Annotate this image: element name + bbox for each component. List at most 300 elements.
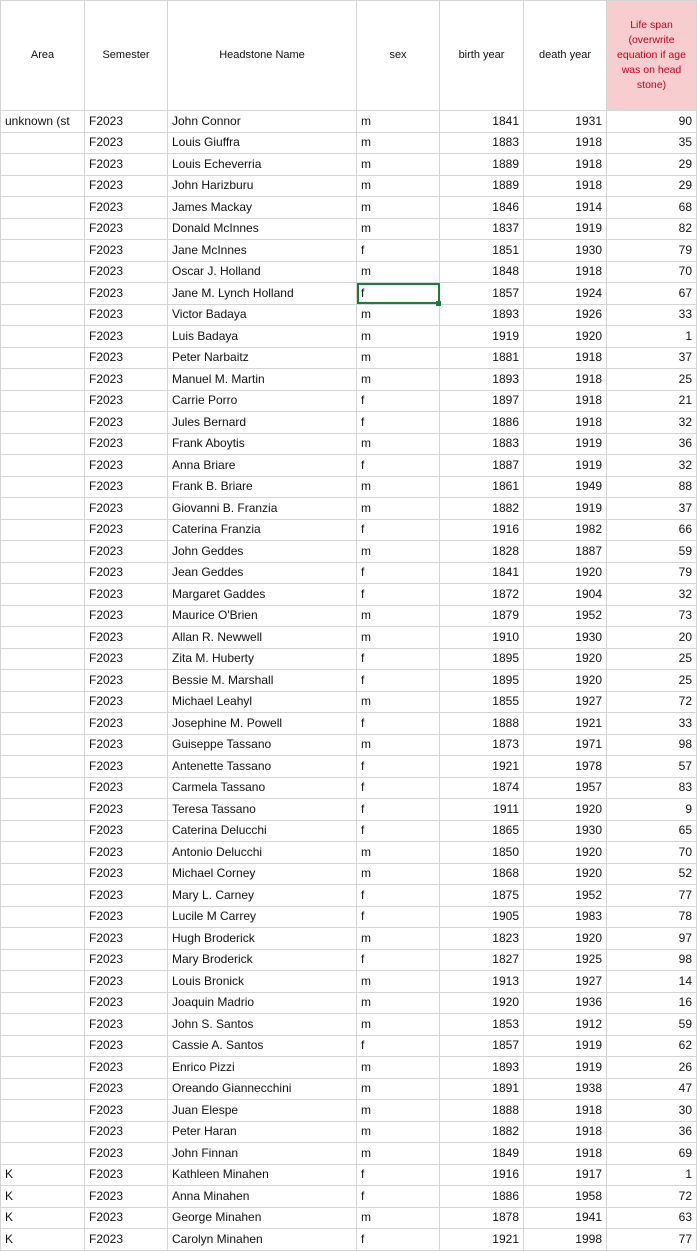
cell-life-span[interactable]: 29: [607, 175, 697, 197]
cell-area[interactable]: [1, 283, 85, 305]
cell-area[interactable]: unknown (st: [1, 111, 85, 133]
cell-area[interactable]: [1, 820, 85, 842]
cell-semester[interactable]: F2023: [85, 111, 168, 133]
cell-life-span[interactable]: 37: [607, 498, 697, 520]
cell-death-year[interactable]: 1936: [524, 992, 607, 1014]
cell-life-span[interactable]: 57: [607, 756, 697, 778]
cell-headstone-name[interactable]: Anna Minahen: [168, 1186, 357, 1208]
cell-headstone-name[interactable]: Anna Briare: [168, 455, 357, 477]
cell-area[interactable]: K: [1, 1207, 85, 1229]
cell-life-span[interactable]: 9: [607, 799, 697, 821]
cell-life-span[interactable]: 16: [607, 992, 697, 1014]
cell-death-year[interactable]: 1927: [524, 691, 607, 713]
cell-death-year[interactable]: 1918: [524, 154, 607, 176]
cell-area[interactable]: K: [1, 1229, 85, 1251]
cell-area[interactable]: [1, 605, 85, 627]
cell-birth-year[interactable]: 1887: [440, 455, 524, 477]
cell-headstone-name[interactable]: Antenette Tassano: [168, 756, 357, 778]
cell-semester[interactable]: F2023: [85, 390, 168, 412]
cell-birth-year[interactable]: 1850: [440, 842, 524, 864]
cell-sex[interactable]: m: [357, 928, 440, 950]
cell-headstone-name[interactable]: Victor Badaya: [168, 304, 357, 326]
cell-semester[interactable]: F2023: [85, 476, 168, 498]
cell-birth-year[interactable]: 1883: [440, 433, 524, 455]
cell-life-span[interactable]: 30: [607, 1100, 697, 1122]
selected-cell[interactable]: f: [357, 283, 440, 305]
cell-semester[interactable]: F2023: [85, 820, 168, 842]
header-area[interactable]: Area: [1, 1, 85, 111]
cell-area[interactable]: K: [1, 1164, 85, 1186]
cell-death-year[interactable]: 1920: [524, 799, 607, 821]
cell-headstone-name[interactable]: Mary Broderick: [168, 949, 357, 971]
cell-death-year[interactable]: 1919: [524, 218, 607, 240]
cell-death-year[interactable]: 1914: [524, 197, 607, 219]
cell-birth-year[interactable]: 1827: [440, 949, 524, 971]
cell-headstone-name[interactable]: Mary L. Carney: [168, 885, 357, 907]
cell-death-year[interactable]: 1978: [524, 756, 607, 778]
cell-area[interactable]: [1, 1143, 85, 1165]
cell-semester[interactable]: F2023: [85, 1229, 168, 1251]
cell-life-span[interactable]: 78: [607, 906, 697, 928]
cell-headstone-name[interactable]: Jane M. Lynch Holland: [168, 283, 357, 305]
cell-birth-year[interactable]: 1881: [440, 347, 524, 369]
cell-birth-year[interactable]: 1893: [440, 304, 524, 326]
cell-headstone-name[interactable]: Peter Haran: [168, 1121, 357, 1143]
cell-area[interactable]: [1, 648, 85, 670]
cell-area[interactable]: [1, 670, 85, 692]
cell-death-year[interactable]: 1920: [524, 648, 607, 670]
cell-semester[interactable]: F2023: [85, 756, 168, 778]
cell-area[interactable]: [1, 627, 85, 649]
cell-sex[interactable]: f: [357, 1186, 440, 1208]
cell-headstone-name[interactable]: Hugh Broderick: [168, 928, 357, 950]
cell-death-year[interactable]: 1918: [524, 1143, 607, 1165]
cell-birth-year[interactable]: 1882: [440, 1121, 524, 1143]
cell-semester[interactable]: F2023: [85, 261, 168, 283]
cell-life-span[interactable]: 33: [607, 713, 697, 735]
cell-sex[interactable]: f: [357, 1164, 440, 1186]
cell-sex[interactable]: f: [357, 648, 440, 670]
cell-death-year[interactable]: 1971: [524, 734, 607, 756]
cell-headstone-name[interactable]: Lucile M Carrey: [168, 906, 357, 928]
cell-birth-year[interactable]: 1865: [440, 820, 524, 842]
cell-birth-year[interactable]: 1849: [440, 1143, 524, 1165]
cell-semester[interactable]: F2023: [85, 1143, 168, 1165]
cell-death-year[interactable]: 1919: [524, 1035, 607, 1057]
cell-death-year[interactable]: 1927: [524, 971, 607, 993]
cell-life-span[interactable]: 36: [607, 1121, 697, 1143]
cell-semester[interactable]: F2023: [85, 1207, 168, 1229]
cell-sex[interactable]: m: [357, 691, 440, 713]
cell-semester[interactable]: F2023: [85, 1035, 168, 1057]
cell-life-span[interactable]: 67: [607, 283, 697, 305]
cell-headstone-name[interactable]: Josephine M. Powell: [168, 713, 357, 735]
cell-area[interactable]: [1, 1057, 85, 1079]
cell-life-span[interactable]: 83: [607, 777, 697, 799]
cell-area[interactable]: [1, 304, 85, 326]
cell-death-year[interactable]: 1920: [524, 562, 607, 584]
cell-death-year[interactable]: 1917: [524, 1164, 607, 1186]
cell-semester[interactable]: F2023: [85, 863, 168, 885]
cell-sex[interactable]: f: [357, 756, 440, 778]
cell-headstone-name[interactable]: Louis Echeverria: [168, 154, 357, 176]
cell-sex[interactable]: f: [357, 562, 440, 584]
cell-area[interactable]: [1, 734, 85, 756]
cell-sex[interactable]: m: [357, 1057, 440, 1079]
cell-semester[interactable]: F2023: [85, 648, 168, 670]
cell-sex[interactable]: m: [357, 1143, 440, 1165]
cell-birth-year[interactable]: 1911: [440, 799, 524, 821]
cell-death-year[interactable]: 1919: [524, 455, 607, 477]
cell-area[interactable]: [1, 433, 85, 455]
cell-area[interactable]: [1, 756, 85, 778]
cell-sex[interactable]: m: [357, 1014, 440, 1036]
cell-area[interactable]: [1, 369, 85, 391]
cell-semester[interactable]: F2023: [85, 992, 168, 1014]
cell-area[interactable]: [1, 885, 85, 907]
cell-sex[interactable]: m: [357, 863, 440, 885]
cell-life-span[interactable]: 47: [607, 1078, 697, 1100]
cell-headstone-name[interactable]: Guiseppe Tassano: [168, 734, 357, 756]
cell-sex[interactable]: m: [357, 1121, 440, 1143]
cell-sex[interactable]: m: [357, 261, 440, 283]
cell-sex[interactable]: f: [357, 949, 440, 971]
cell-semester[interactable]: F2023: [85, 132, 168, 154]
cell-headstone-name[interactable]: Joaquin Madrio: [168, 992, 357, 1014]
cell-birth-year[interactable]: 1919: [440, 326, 524, 348]
cell-birth-year[interactable]: 1857: [440, 1035, 524, 1057]
cell-life-span[interactable]: 1: [607, 326, 697, 348]
cell-birth-year[interactable]: 1921: [440, 1229, 524, 1251]
cell-life-span[interactable]: 26: [607, 1057, 697, 1079]
cell-semester[interactable]: F2023: [85, 734, 168, 756]
cell-semester[interactable]: F2023: [85, 928, 168, 950]
cell-semester[interactable]: F2023: [85, 154, 168, 176]
cell-sex[interactable]: f: [357, 455, 440, 477]
cell-area[interactable]: [1, 347, 85, 369]
cell-area[interactable]: [1, 498, 85, 520]
cell-life-span[interactable]: 32: [607, 584, 697, 606]
cell-semester[interactable]: F2023: [85, 197, 168, 219]
cell-life-span[interactable]: 90: [607, 111, 697, 133]
cell-semester[interactable]: F2023: [85, 670, 168, 692]
cell-semester[interactable]: F2023: [85, 347, 168, 369]
cell-death-year[interactable]: 1919: [524, 498, 607, 520]
cell-birth-year[interactable]: 1921: [440, 756, 524, 778]
cell-area[interactable]: [1, 1014, 85, 1036]
cell-headstone-name[interactable]: Caterina Delucchi: [168, 820, 357, 842]
cell-semester[interactable]: F2023: [85, 175, 168, 197]
cell-life-span[interactable]: 72: [607, 691, 697, 713]
cell-semester[interactable]: F2023: [85, 1078, 168, 1100]
cell-area[interactable]: [1, 175, 85, 197]
cell-sex[interactable]: m: [357, 154, 440, 176]
cell-area[interactable]: [1, 326, 85, 348]
cell-death-year[interactable]: 1958: [524, 1186, 607, 1208]
header-death-year[interactable]: death year: [524, 1, 607, 111]
cell-headstone-name[interactable]: Frank Aboytis: [168, 433, 357, 455]
cell-semester[interactable]: F2023: [85, 777, 168, 799]
cell-death-year[interactable]: 1930: [524, 240, 607, 262]
cell-area[interactable]: [1, 1078, 85, 1100]
cell-headstone-name[interactable]: Bessie M. Marshall: [168, 670, 357, 692]
cell-headstone-name[interactable]: Carolyn Minahen: [168, 1229, 357, 1251]
cell-life-span[interactable]: 36: [607, 433, 697, 455]
cell-sex[interactable]: f: [357, 799, 440, 821]
cell-semester[interactable]: F2023: [85, 369, 168, 391]
cell-life-span[interactable]: 70: [607, 261, 697, 283]
cell-death-year[interactable]: 1920: [524, 326, 607, 348]
cell-headstone-name[interactable]: Michael Leahyl: [168, 691, 357, 713]
cell-sex[interactable]: f: [357, 390, 440, 412]
cell-sex[interactable]: m: [357, 842, 440, 864]
cell-birth-year[interactable]: 1846: [440, 197, 524, 219]
cell-sex[interactable]: m: [357, 347, 440, 369]
cell-birth-year[interactable]: 1841: [440, 562, 524, 584]
cell-sex[interactable]: m: [357, 1078, 440, 1100]
cell-area[interactable]: [1, 132, 85, 154]
cell-birth-year[interactable]: 1873: [440, 734, 524, 756]
cell-area[interactable]: [1, 713, 85, 735]
cell-semester[interactable]: F2023: [85, 562, 168, 584]
cell-death-year[interactable]: 1920: [524, 670, 607, 692]
cell-life-span[interactable]: 65: [607, 820, 697, 842]
cell-semester[interactable]: F2023: [85, 1100, 168, 1122]
cell-headstone-name[interactable]: James Mackay: [168, 197, 357, 219]
cell-headstone-name[interactable]: Jane McInnes: [168, 240, 357, 262]
cell-birth-year[interactable]: 1823: [440, 928, 524, 950]
cell-death-year[interactable]: 1912: [524, 1014, 607, 1036]
cell-area[interactable]: [1, 584, 85, 606]
cell-semester[interactable]: F2023: [85, 971, 168, 993]
cell-headstone-name[interactable]: John Geddes: [168, 541, 357, 563]
cell-birth-year[interactable]: 1883: [440, 132, 524, 154]
cell-area[interactable]: [1, 154, 85, 176]
cell-life-span[interactable]: 73: [607, 605, 697, 627]
cell-life-span[interactable]: 37: [607, 347, 697, 369]
cell-death-year[interactable]: 1983: [524, 906, 607, 928]
cell-birth-year[interactable]: 1872: [440, 584, 524, 606]
cell-semester[interactable]: F2023: [85, 713, 168, 735]
cell-birth-year[interactable]: 1893: [440, 1057, 524, 1079]
cell-death-year[interactable]: 1998: [524, 1229, 607, 1251]
cell-sex[interactable]: f: [357, 820, 440, 842]
cell-death-year[interactable]: 1930: [524, 820, 607, 842]
cell-death-year[interactable]: 1957: [524, 777, 607, 799]
cell-birth-year[interactable]: 1861: [440, 476, 524, 498]
cell-sex[interactable]: f: [357, 240, 440, 262]
cell-semester[interactable]: F2023: [85, 1014, 168, 1036]
cell-semester[interactable]: F2023: [85, 627, 168, 649]
cell-birth-year[interactable]: 1837: [440, 218, 524, 240]
cell-life-span[interactable]: 82: [607, 218, 697, 240]
cell-death-year[interactable]: 1918: [524, 390, 607, 412]
cell-life-span[interactable]: 77: [607, 885, 697, 907]
cell-area[interactable]: [1, 928, 85, 950]
cell-death-year[interactable]: 1904: [524, 584, 607, 606]
cell-headstone-name[interactable]: Jean Geddes: [168, 562, 357, 584]
cell-headstone-name[interactable]: Caterina Franzia: [168, 519, 357, 541]
cell-birth-year[interactable]: 1875: [440, 885, 524, 907]
cell-area[interactable]: [1, 842, 85, 864]
cell-headstone-name[interactable]: Cassie A. Santos: [168, 1035, 357, 1057]
cell-life-span[interactable]: 79: [607, 562, 697, 584]
cell-death-year[interactable]: 1918: [524, 1121, 607, 1143]
cell-semester[interactable]: F2023: [85, 1057, 168, 1079]
cell-area[interactable]: [1, 562, 85, 584]
cell-headstone-name[interactable]: Carrie Porro: [168, 390, 357, 412]
cell-headstone-name[interactable]: Oreando Giannecchini: [168, 1078, 357, 1100]
cell-birth-year[interactable]: 1916: [440, 519, 524, 541]
cell-sex[interactable]: f: [357, 1229, 440, 1251]
header-semester[interactable]: Semester: [85, 1, 168, 111]
cell-death-year[interactable]: 1931: [524, 111, 607, 133]
cell-birth-year[interactable]: 1888: [440, 713, 524, 735]
cell-death-year[interactable]: 1918: [524, 261, 607, 283]
cell-birth-year[interactable]: 1857: [440, 283, 524, 305]
cell-area[interactable]: [1, 455, 85, 477]
cell-death-year[interactable]: 1887: [524, 541, 607, 563]
cell-sex[interactable]: f: [357, 584, 440, 606]
cell-sex[interactable]: m: [357, 197, 440, 219]
cell-area[interactable]: [1, 240, 85, 262]
cell-sex[interactable]: m: [357, 605, 440, 627]
cell-death-year[interactable]: 1924: [524, 283, 607, 305]
cell-death-year[interactable]: 1918: [524, 175, 607, 197]
cell-sex[interactable]: m: [357, 218, 440, 240]
cell-headstone-name[interactable]: Giovanni B. Franzia: [168, 498, 357, 520]
cell-life-span[interactable]: 25: [607, 670, 697, 692]
cell-headstone-name[interactable]: John S. Santos: [168, 1014, 357, 1036]
cell-birth-year[interactable]: 1848: [440, 261, 524, 283]
cell-death-year[interactable]: 1941: [524, 1207, 607, 1229]
cell-life-span[interactable]: 79: [607, 240, 697, 262]
cell-birth-year[interactable]: 1828: [440, 541, 524, 563]
cell-semester[interactable]: F2023: [85, 949, 168, 971]
cell-semester[interactable]: F2023: [85, 1121, 168, 1143]
cell-life-span[interactable]: 14: [607, 971, 697, 993]
cell-sex[interactable]: m: [357, 132, 440, 154]
cell-sex[interactable]: m: [357, 992, 440, 1014]
cell-area[interactable]: [1, 1100, 85, 1122]
cell-headstone-name[interactable]: Frank B. Briare: [168, 476, 357, 498]
cell-headstone-name[interactable]: Antonio Delucchi: [168, 842, 357, 864]
cell-area[interactable]: [1, 1121, 85, 1143]
cell-headstone-name[interactable]: Donald McInnes: [168, 218, 357, 240]
cell-semester[interactable]: F2023: [85, 541, 168, 563]
cell-birth-year[interactable]: 1891: [440, 1078, 524, 1100]
cell-semester[interactable]: F2023: [85, 412, 168, 434]
cell-headstone-name[interactable]: Peter Narbaitz: [168, 347, 357, 369]
cell-life-span[interactable]: 35: [607, 132, 697, 154]
cell-headstone-name[interactable]: Allan R. Newwell: [168, 627, 357, 649]
cell-semester[interactable]: F2023: [85, 605, 168, 627]
cell-death-year[interactable]: 1919: [524, 433, 607, 455]
cell-headstone-name[interactable]: Louis Giuffra: [168, 132, 357, 154]
cell-birth-year[interactable]: 1910: [440, 627, 524, 649]
cell-birth-year[interactable]: 1889: [440, 175, 524, 197]
cell-death-year[interactable]: 1925: [524, 949, 607, 971]
cell-area[interactable]: [1, 992, 85, 1014]
cell-life-span[interactable]: 97: [607, 928, 697, 950]
cell-life-span[interactable]: 77: [607, 1229, 697, 1251]
cell-area[interactable]: [1, 949, 85, 971]
cell-death-year[interactable]: 1920: [524, 928, 607, 950]
cell-birth-year[interactable]: 1886: [440, 412, 524, 434]
cell-headstone-name[interactable]: Teresa Tassano: [168, 799, 357, 821]
cell-birth-year[interactable]: 1920: [440, 992, 524, 1014]
cell-sex[interactable]: m: [357, 627, 440, 649]
cell-headstone-name[interactable]: Maurice O'Brien: [168, 605, 357, 627]
cell-birth-year[interactable]: 1916: [440, 1164, 524, 1186]
cell-sex[interactable]: f: [357, 670, 440, 692]
cell-semester[interactable]: F2023: [85, 691, 168, 713]
cell-area[interactable]: [1, 691, 85, 713]
cell-sex[interactable]: m: [357, 326, 440, 348]
cell-semester[interactable]: F2023: [85, 799, 168, 821]
cell-semester[interactable]: F2023: [85, 498, 168, 520]
cell-headstone-name[interactable]: Carmela Tassano: [168, 777, 357, 799]
cell-headstone-name[interactable]: John Finnan: [168, 1143, 357, 1165]
cell-life-span[interactable]: 72: [607, 1186, 697, 1208]
cell-life-span[interactable]: 32: [607, 455, 697, 477]
cell-sex[interactable]: m: [357, 498, 440, 520]
cell-death-year[interactable]: 1952: [524, 605, 607, 627]
cell-death-year[interactable]: 1982: [524, 519, 607, 541]
cell-headstone-name[interactable]: Zita M. Huberty: [168, 648, 357, 670]
cell-headstone-name[interactable]: Enrico Pizzi: [168, 1057, 357, 1079]
cell-sex[interactable]: m: [357, 1207, 440, 1229]
cell-death-year[interactable]: 1920: [524, 842, 607, 864]
cell-life-span[interactable]: 25: [607, 648, 697, 670]
cell-birth-year[interactable]: 1895: [440, 648, 524, 670]
cell-life-span[interactable]: 29: [607, 154, 697, 176]
cell-area[interactable]: [1, 1035, 85, 1057]
cell-area[interactable]: [1, 799, 85, 821]
cell-semester[interactable]: F2023: [85, 283, 168, 305]
cell-life-span[interactable]: 20: [607, 627, 697, 649]
cell-death-year[interactable]: 1918: [524, 369, 607, 391]
cell-area[interactable]: [1, 906, 85, 928]
cell-area[interactable]: [1, 971, 85, 993]
cell-life-span[interactable]: 70: [607, 842, 697, 864]
cell-headstone-name[interactable]: Oscar J. Holland: [168, 261, 357, 283]
cell-area[interactable]: [1, 476, 85, 498]
cell-life-span[interactable]: 59: [607, 1014, 697, 1036]
cell-birth-year[interactable]: 1841: [440, 111, 524, 133]
cell-headstone-name[interactable]: Margaret Gaddes: [168, 584, 357, 606]
cell-sex[interactable]: m: [357, 971, 440, 993]
cell-sex[interactable]: m: [357, 175, 440, 197]
cell-life-span[interactable]: 98: [607, 949, 697, 971]
cell-life-span[interactable]: 59: [607, 541, 697, 563]
cell-area[interactable]: [1, 261, 85, 283]
cell-headstone-name[interactable]: Manuel M. Martin: [168, 369, 357, 391]
cell-life-span[interactable]: 69: [607, 1143, 697, 1165]
cell-sex[interactable]: m: [357, 304, 440, 326]
cell-death-year[interactable]: 1919: [524, 1057, 607, 1079]
cell-area[interactable]: K: [1, 1186, 85, 1208]
cell-death-year[interactable]: 1952: [524, 885, 607, 907]
cell-death-year[interactable]: 1949: [524, 476, 607, 498]
cell-life-span[interactable]: 21: [607, 390, 697, 412]
cell-sex[interactable]: m: [357, 541, 440, 563]
cell-area[interactable]: [1, 777, 85, 799]
cell-headstone-name[interactable]: Jules Bernard: [168, 412, 357, 434]
cell-life-span[interactable]: 1: [607, 1164, 697, 1186]
fill-handle[interactable]: [436, 301, 441, 306]
cell-semester[interactable]: F2023: [85, 218, 168, 240]
